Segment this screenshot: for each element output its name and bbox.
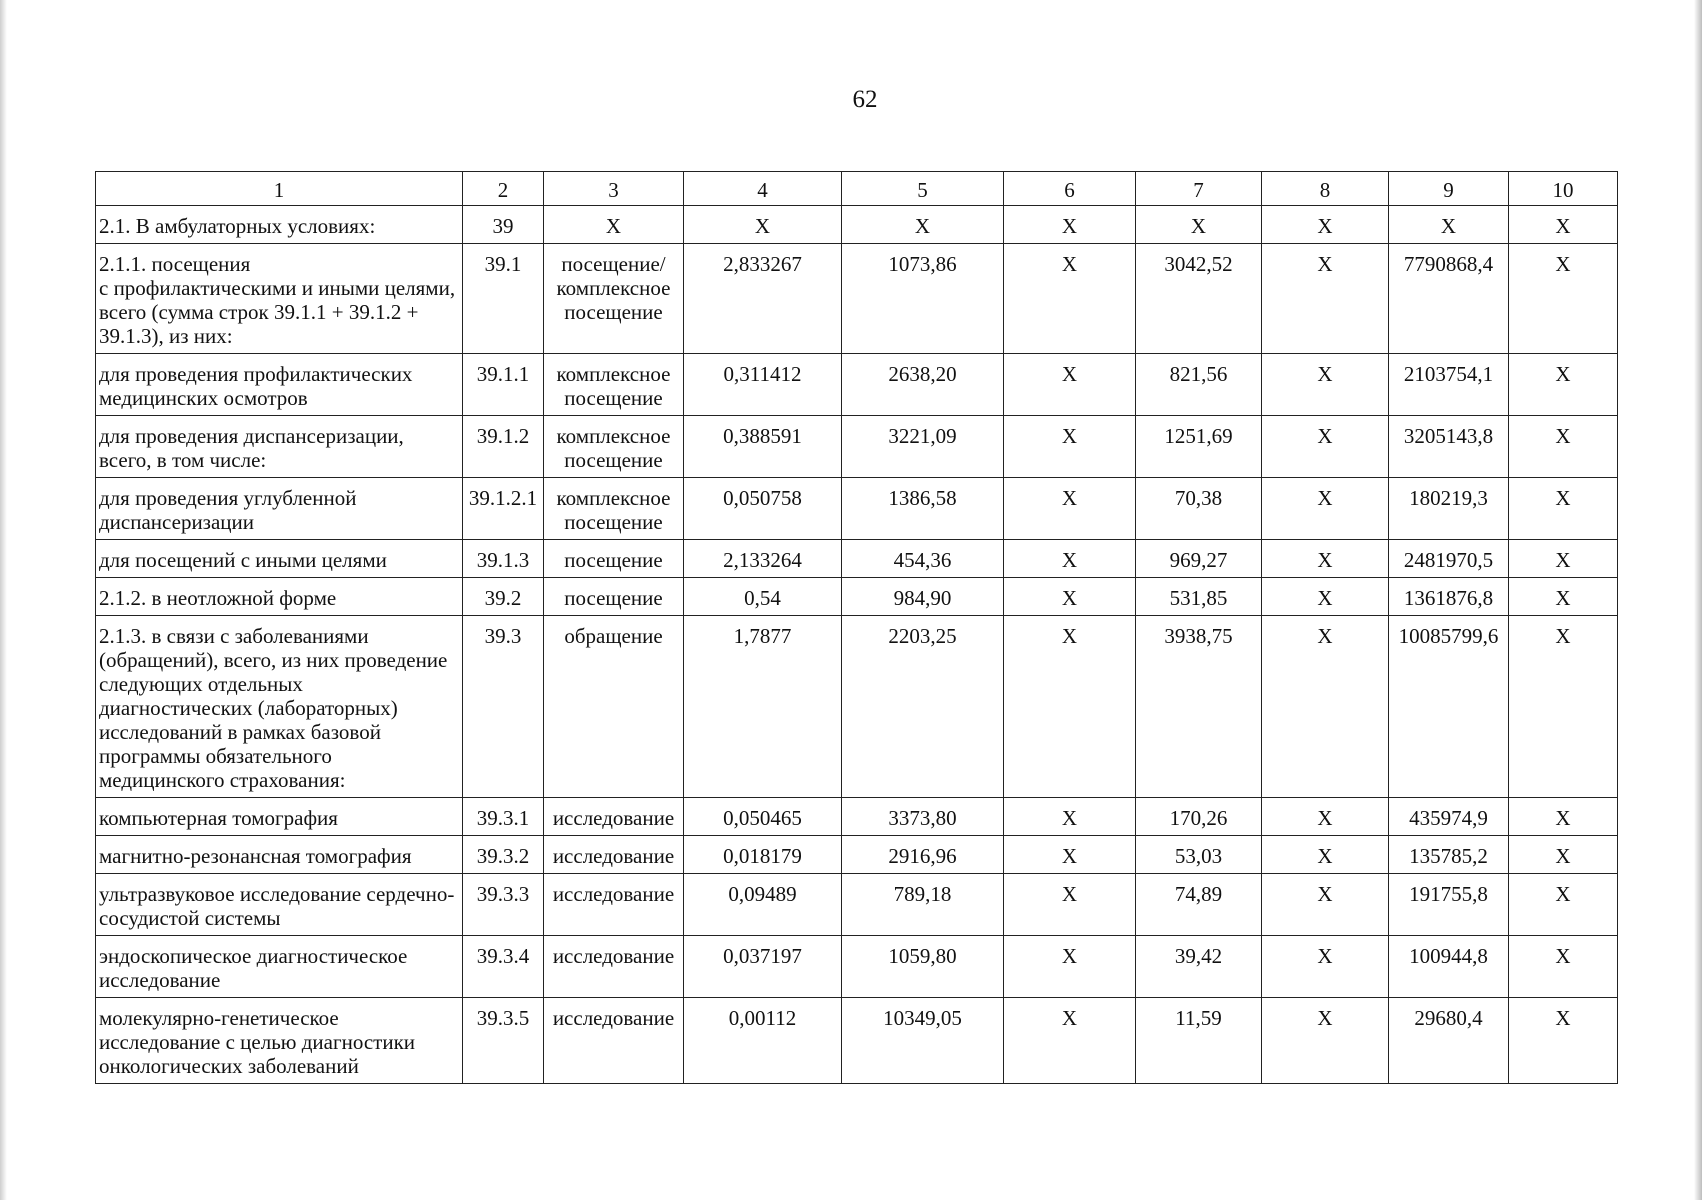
column-header-2: 2 — [463, 172, 544, 206]
table-cell-col-9: 180219,3 — [1389, 478, 1509, 540]
table-cell-col-8: X — [1262, 836, 1389, 874]
table-cell-col-6: X — [1004, 798, 1136, 836]
table-cell-col-5: 2203,25 — [842, 616, 1004, 798]
table-cell-col-8: X — [1262, 478, 1389, 540]
table-cell-col-6: X — [1004, 416, 1136, 478]
table-cell-col-8: X — [1262, 936, 1389, 998]
table-header-row — [96, 172, 1618, 206]
table-cell-col-3: комплексное посещение — [544, 416, 684, 478]
table-cell-col-6: X — [1004, 836, 1136, 874]
table-cell-col-2: 39.1.2 — [463, 416, 544, 478]
table-cell-col-10: X — [1509, 478, 1618, 540]
table-cell-col-3: исследование — [544, 998, 684, 1084]
table-cell-col-10: X — [1509, 998, 1618, 1084]
table-cell-col-9: 29680,4 — [1389, 998, 1509, 1084]
table-cell-col-9: X — [1389, 206, 1509, 244]
table-row — [96, 616, 1618, 798]
table-cell-col-8: X — [1262, 874, 1389, 936]
row-label-cell: 2.1. В амбулаторных условиях: — [96, 206, 463, 244]
table-row — [96, 540, 1618, 578]
table-cell-col-7: 74,89 — [1136, 874, 1262, 936]
row-label-cell: магнитно-резонансная томография — [96, 836, 463, 874]
table-cell-col-2: 39.3.5 — [463, 998, 544, 1084]
table-cell-col-9: 2481970,5 — [1389, 540, 1509, 578]
table-cell-col-4: 0,54 — [684, 578, 842, 616]
table-cell-col-3: комплексное посещение — [544, 354, 684, 416]
row-label-cell: 2.1.3. в связи с заболеваниями (обращений), всего, из них проведение следующих отдельных диагностических (лабораторных) исследований в рамках базовой программы обязательного медицинского страхования: — [96, 616, 463, 798]
table-cell-col-6: X — [1004, 998, 1136, 1084]
table-cell-col-10: X — [1509, 874, 1618, 936]
table-cell-col-3: комплексное посещение — [544, 478, 684, 540]
table-cell-col-10: X — [1509, 416, 1618, 478]
table-cell-col-10: X — [1509, 616, 1618, 798]
table-cell-col-8: X — [1262, 616, 1389, 798]
table-cell-col-2: 39.1.3 — [463, 540, 544, 578]
table-cell-col-2: 39.1.1 — [463, 354, 544, 416]
row-label-cell: для проведения диспансеризации, всего, в том числе: — [96, 416, 463, 478]
table-row — [96, 354, 1618, 416]
scan-edge-left — [0, 0, 7, 1200]
table-cell-col-9: 10085799,6 — [1389, 616, 1509, 798]
table-cell-col-2: 39.1 — [463, 244, 544, 354]
table-cell-col-3: исследование — [544, 936, 684, 998]
column-header-4: 4 — [684, 172, 842, 206]
table-cell-col-9: 7790868,4 — [1389, 244, 1509, 354]
table-cell-col-7: 821,56 — [1136, 354, 1262, 416]
table-cell-col-2: 39 — [463, 206, 544, 244]
table-cell-col-2: 39.3.2 — [463, 836, 544, 874]
table-cell-col-4: 1,7877 — [684, 616, 842, 798]
table-row — [96, 416, 1618, 478]
column-header-5: 5 — [842, 172, 1004, 206]
table-cell-col-7: 3042,52 — [1136, 244, 1262, 354]
table-container — [95, 171, 1617, 1084]
table-cell-col-7: 531,85 — [1136, 578, 1262, 616]
table-cell-col-5: 789,18 — [842, 874, 1004, 936]
table-cell-col-8: X — [1262, 998, 1389, 1084]
table-cell-col-6: X — [1004, 354, 1136, 416]
table-cell-col-10: X — [1509, 540, 1618, 578]
table-cell-col-3: посещение — [544, 540, 684, 578]
column-header-8: 8 — [1262, 172, 1389, 206]
table-cell-col-9: 2103754,1 — [1389, 354, 1509, 416]
row-label-cell: молекулярно-генетическое исследование с целью диагностики онкологических заболеваний — [96, 998, 463, 1084]
table-cell-col-7: 1251,69 — [1136, 416, 1262, 478]
table-cell-col-8: X — [1262, 798, 1389, 836]
table-cell-col-3: обращение — [544, 616, 684, 798]
table-cell-col-5: X — [842, 206, 1004, 244]
table-cell-col-10: X — [1509, 354, 1618, 416]
table-row — [96, 798, 1618, 836]
table-cell-col-6: X — [1004, 540, 1136, 578]
table-cell-col-7: 3938,75 — [1136, 616, 1262, 798]
table-cell-col-4: 0,311412 — [684, 354, 842, 416]
table-cell-col-5: 2916,96 — [842, 836, 1004, 874]
table-row — [96, 874, 1618, 936]
table-cell-col-2: 39.3.3 — [463, 874, 544, 936]
table-cell-col-9: 100944,8 — [1389, 936, 1509, 998]
table-cell-col-7: 11,59 — [1136, 998, 1262, 1084]
table-cell-col-6: X — [1004, 616, 1136, 798]
table-cell-col-2: 39.3.4 — [463, 936, 544, 998]
table-cell-col-10: X — [1509, 836, 1618, 874]
table-cell-col-10: X — [1509, 798, 1618, 836]
table-cell-col-5: 3221,09 — [842, 416, 1004, 478]
table-cell-col-5: 10349,05 — [842, 998, 1004, 1084]
column-header-6: 6 — [1004, 172, 1136, 206]
column-header-9: 9 — [1389, 172, 1509, 206]
table-cell-col-6: X — [1004, 244, 1136, 354]
table-cell-col-7: 170,26 — [1136, 798, 1262, 836]
table-cell-col-5: 2638,20 — [842, 354, 1004, 416]
table-cell-col-7: X — [1136, 206, 1262, 244]
table-cell-col-4: 0,09489 — [684, 874, 842, 936]
table-cell-col-3: исследование — [544, 836, 684, 874]
table-cell-col-4: 2,133264 — [684, 540, 842, 578]
column-header-10: 10 — [1509, 172, 1618, 206]
table-cell-col-5: 984,90 — [842, 578, 1004, 616]
table-cell-col-6: X — [1004, 578, 1136, 616]
table-cell-col-7: 70,38 — [1136, 478, 1262, 540]
table-cell-col-7: 53,03 — [1136, 836, 1262, 874]
table-cell-col-8: X — [1262, 206, 1389, 244]
table-cell-col-9: 3205143,8 — [1389, 416, 1509, 478]
table-cell-col-10: X — [1509, 578, 1618, 616]
table-cell-col-5: 1059,80 — [842, 936, 1004, 998]
table-cell-col-2: 39.3 — [463, 616, 544, 798]
table-cell-col-9: 435974,9 — [1389, 798, 1509, 836]
table-cell-col-5: 3373,80 — [842, 798, 1004, 836]
table-cell-col-4: 0,388591 — [684, 416, 842, 478]
table-row — [96, 206, 1618, 244]
table-cell-col-5: 1073,86 — [842, 244, 1004, 354]
table-cell-col-6: X — [1004, 478, 1136, 540]
row-label-cell: ультразвуковое исследование сердечно-сосудистой системы — [96, 874, 463, 936]
table-row — [96, 936, 1618, 998]
column-header-1: 1 — [96, 172, 463, 206]
table-cell-col-6: X — [1004, 874, 1136, 936]
table-cell-col-4: 0,00112 — [684, 998, 842, 1084]
table-cell-col-4: 2,833267 — [684, 244, 842, 354]
row-label-cell: для проведения углубленной диспансеризации — [96, 478, 463, 540]
table-cell-col-8: X — [1262, 578, 1389, 616]
table-body — [96, 206, 1618, 1084]
row-label-cell: для проведения профилактических медицинских осмотров — [96, 354, 463, 416]
table-cell-col-2: 39.2 — [463, 578, 544, 616]
table-cell-col-8: X — [1262, 354, 1389, 416]
table-cell-col-10: X — [1509, 936, 1618, 998]
table-cell-col-5: 454,36 — [842, 540, 1004, 578]
table-row — [96, 478, 1618, 540]
table-cell-col-9: 191755,8 — [1389, 874, 1509, 936]
table-cell-col-4: 0,050758 — [684, 478, 842, 540]
table-cell-col-2: 39.1.2.1 — [463, 478, 544, 540]
table-row — [96, 244, 1618, 354]
table-cell-col-3: исследование — [544, 874, 684, 936]
table-cell-col-6: X — [1004, 206, 1136, 244]
table-cell-col-5: 1386,58 — [842, 478, 1004, 540]
table-cell-col-7: 39,42 — [1136, 936, 1262, 998]
table-cell-col-3: посещение — [544, 578, 684, 616]
table-cell-col-8: X — [1262, 244, 1389, 354]
table-cell-col-9: 135785,2 — [1389, 836, 1509, 874]
table-cell-col-10: X — [1509, 206, 1618, 244]
column-header-3: 3 — [544, 172, 684, 206]
table-cell-col-3: посещение/ комплексное посещение — [544, 244, 684, 354]
row-label-cell: эндоскопическое диагностическое исследование — [96, 936, 463, 998]
row-label-cell: 2.1.2. в неотложной форме — [96, 578, 463, 616]
table-cell-col-9: 1361876,8 — [1389, 578, 1509, 616]
table-row — [96, 836, 1618, 874]
row-label-cell: компьютерная томография — [96, 798, 463, 836]
table-cell-col-4: 0,037197 — [684, 936, 842, 998]
scan-edge-right — [1694, 0, 1702, 1200]
page-number: 62 — [852, 86, 878, 113]
column-header-7: 7 — [1136, 172, 1262, 206]
table-cell-col-3: X — [544, 206, 684, 244]
data-table — [95, 171, 1618, 1084]
table-cell-col-6: X — [1004, 936, 1136, 998]
table-cell-col-8: X — [1262, 540, 1389, 578]
table-row — [96, 578, 1618, 616]
row-label-cell: 2.1.1. посещения с профилактическими и иными целями, всего (сумма строк 39.1.1 + 39.1.2 + 39.1.3), из них: — [96, 244, 463, 354]
table-cell-col-10: X — [1509, 244, 1618, 354]
table-cell-col-4: X — [684, 206, 842, 244]
table-row — [96, 998, 1618, 1084]
table-cell-col-4: 0,018179 — [684, 836, 842, 874]
table-cell-col-3: исследование — [544, 798, 684, 836]
table-cell-col-4: 0,050465 — [684, 798, 842, 836]
table-cell-col-2: 39.3.1 — [463, 798, 544, 836]
table-cell-col-8: X — [1262, 416, 1389, 478]
row-label-cell: для посещений с иными целями — [96, 540, 463, 578]
table-cell-col-7: 969,27 — [1136, 540, 1262, 578]
